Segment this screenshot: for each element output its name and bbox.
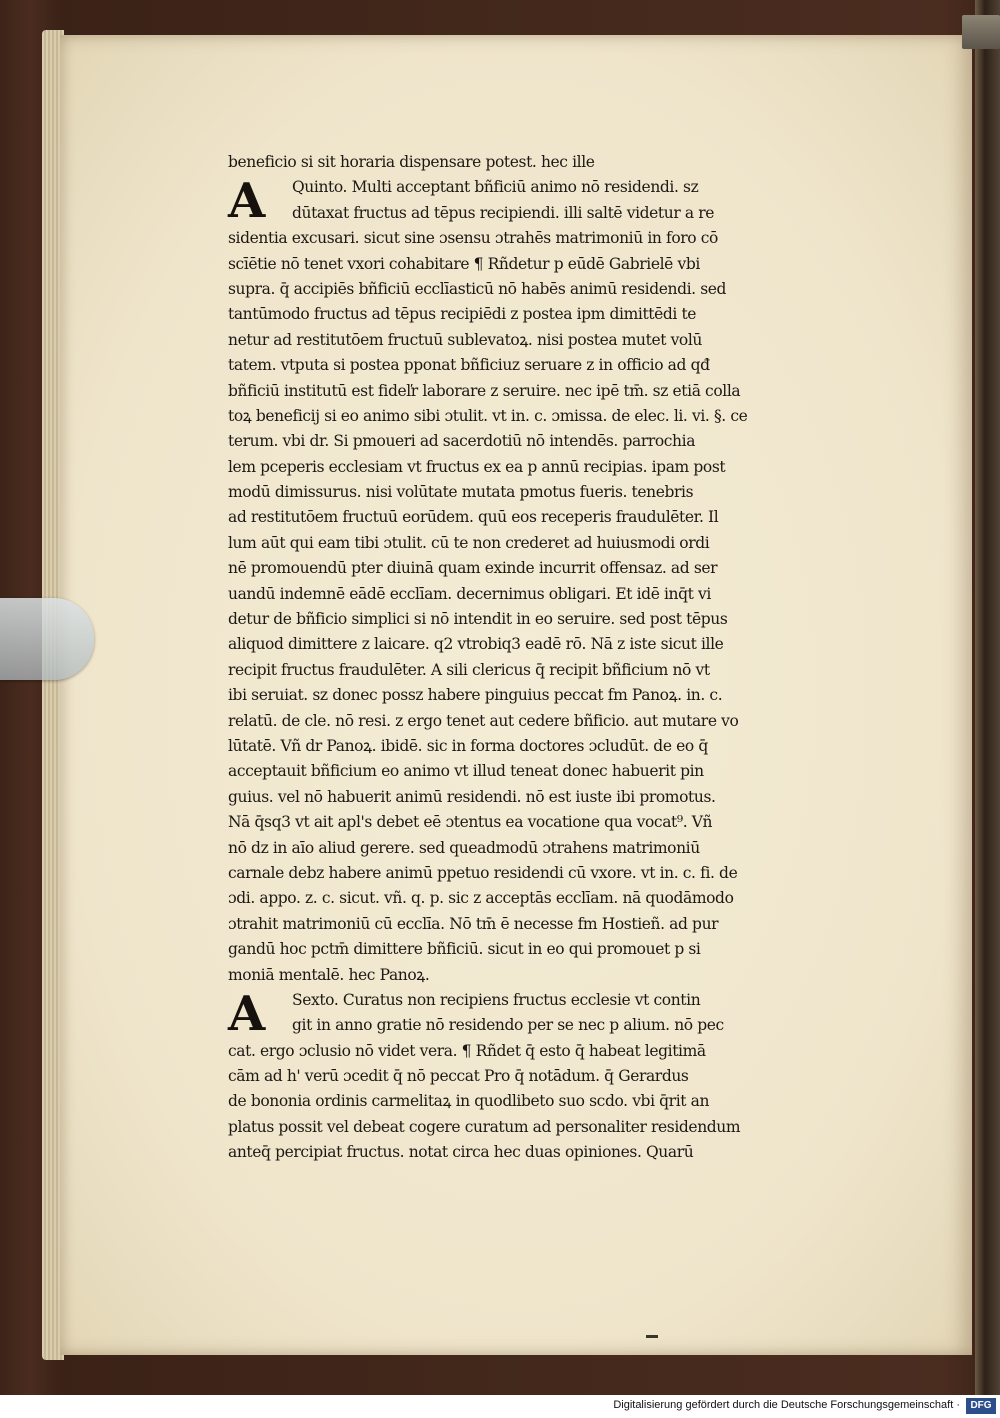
text-line: platus possit vel debeat cogere curatum ad personaliter residendum bbox=[228, 1117, 741, 1136]
text-line: ɔdi. appo. z. c. sicut. vñ. q. p. sic z acceptās ecclīam. nā quodāmodo bbox=[228, 889, 734, 908]
text-line: recipit fructus fraudulēter. A sili clericus q̄ recipit bñficium nō vt bbox=[228, 660, 710, 679]
text-line: supra. q̄ accipiēs bñficiū ecclīasticū nō habēs animū residendi. sed bbox=[228, 279, 727, 298]
text-line: tantūmodo fructus ad tēpus recipiēdi z postea ipm dimittēdi te bbox=[228, 305, 697, 324]
page-clip bbox=[0, 598, 94, 680]
text-line: nō dz in aīo aliud gerere. sed queadmodū ɔtrahens matrimoniū bbox=[228, 838, 700, 857]
text-line: Nā q̄sq3 vt ait apl's debet eē ɔtentus ea vocatione qua vocat⁹. Vñ bbox=[228, 813, 713, 832]
text-line: lem pceperis ecclesiam vt fructus ex ea p annū recipias. ipam post bbox=[228, 457, 726, 476]
text-line: uandū indemnē eādē ecclīam. decernimus obligari. Et idē inq̄t vi bbox=[228, 584, 711, 603]
text-line: de bononia ordinis carmelitaꝝ in quodlibeto suo scdo. vbi q̄rit an bbox=[228, 1092, 710, 1111]
text-line: anteq̄ percipiat fructus. notat circa hec duas opiniones. Quarū bbox=[228, 1143, 694, 1162]
book-gutter bbox=[975, 0, 1000, 1395]
text-line: cām ad h' verū ɔcedit q̄ nō peccat Pro q̄ notādum. q̄ Gerardus bbox=[228, 1067, 689, 1086]
text-line: nē promouendū pter diuinā quam exinde incurrit offensaz. ad ser bbox=[228, 559, 718, 578]
text-line: cat. ergo ɔclusio nō videt vera. ¶ Rñdet q̄ esto q̄ habeat legitimā bbox=[228, 1041, 706, 1060]
text-line: gandū hoc pctm̄ dimittere bñficiū. sicut in eo qui promouet p si bbox=[228, 940, 701, 959]
text-line: aliquod dimittere z laicare. q2 vtrobiq3 eadē rō. Nā z iste sicut ille bbox=[228, 635, 724, 654]
text-line: dūtaxat fructus ad tēpus recipiendi. illi saltē videtur a re bbox=[292, 203, 715, 222]
page-mark bbox=[646, 1335, 658, 1338]
text-line: lum aūt qui eam tibi ɔtulit. cū te non crederet ad huiusmodi ordi bbox=[228, 533, 710, 552]
text-line: lūtatē. Vñ dr Panoꝝ. ibidē. sic in forma doctores ɔcludūt. de eo q̄ bbox=[228, 736, 708, 755]
text-line: git in anno gratie nō residendo per se nec p alium. nō pec bbox=[292, 1016, 724, 1035]
text-line: carnale debz habere animū ppetuo residendi cū vxore. vt in. c. fi. de bbox=[228, 863, 738, 882]
text-line: acceptauit bñficium eo animo vt illud teneat donec habuerit pin bbox=[228, 762, 704, 781]
text-line: Quinto. Multi acceptant bñficiū animo nō residendi. sz bbox=[292, 178, 699, 197]
text-line: toꝝ beneficij si eo animo sibi ɔtulit. vt in. c. ɔmissa. de elec. li. vi. §. ce bbox=[228, 406, 748, 425]
footer bbox=[0, 1395, 1000, 1418]
text-line: moniā mentalē. hec Panoꝝ. bbox=[228, 965, 430, 984]
footer-credit: Digitalisierung gefördert durch die Deutsche Forschungsgemeinschaft · bbox=[613, 1399, 960, 1411]
text-line: scīētie nō tenet vxori cohabitare ¶ Rñdetur p eūdē Gabrielē vbi bbox=[228, 254, 700, 273]
text-line: beneficio si sit horaria dispensare potest. hec ille bbox=[228, 153, 595, 171]
text-line: guius. vel nō habuerit animū residendi. nō est iuste ibi promotus. bbox=[228, 787, 716, 806]
initial-letter: A bbox=[228, 986, 265, 1042]
dfg-logo: DFG bbox=[966, 1398, 996, 1414]
initial-letter: A bbox=[228, 173, 265, 229]
text-line: ibi seruiat. sz donec possz habere pinguius peccat fm Panoꝝ. in. c. bbox=[228, 686, 723, 705]
text-line: ɔtrahit matrimoniū cū ecclīa. Nō tm̄ ē necesse fm Hostieñ. ad pur bbox=[228, 914, 719, 933]
text-line: bñficiū institutū est fideľr laborare z seruire. nec ipē tm̄. sz etiā colla bbox=[228, 381, 741, 400]
text-line: relatū. de cle. nō resi. z ergo tenet aut cedere bñficio. aut mutare vo bbox=[228, 711, 739, 730]
text-line: Sexto. Curatus non recipiens fructus ecclesie vt contin bbox=[292, 990, 701, 1009]
text-block bbox=[228, 150, 834, 1166]
clasp bbox=[962, 15, 1000, 49]
text-line: tatem. vtputa si postea pponat bñficiuz seruare z in officio ad qđ bbox=[228, 356, 710, 375]
text-line: ad restitutōem fructuū eorūdem. quū eos receperis fraudulēter. Il bbox=[228, 508, 719, 527]
text-line: modū dimissurus. nisi volūtate mutata pmotus fueris. tenebris bbox=[228, 483, 694, 502]
text-line: terum. vbi dr. Si pmoueri ad sacerdotiū nō intendēs. parrochia bbox=[228, 432, 696, 451]
text-line: sidentia excusari. sicut sine ɔsensu ɔtrahēs matrimoniū in foro cō bbox=[228, 229, 718, 248]
text-line: detur de bñficio simplici si nō intendit in eo seruire. sed post tēpus bbox=[228, 610, 728, 629]
text-line: netur ad restitutōem fructuū sublevatoꝝ. nisi postea mutet volū bbox=[228, 330, 702, 349]
